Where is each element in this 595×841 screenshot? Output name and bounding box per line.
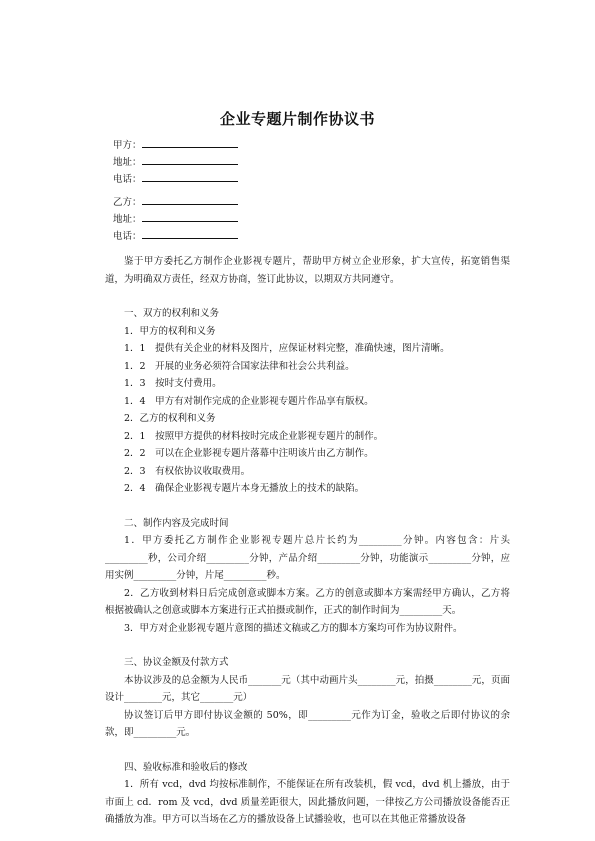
party-a-label: 甲方： (113, 140, 142, 151)
document-title: 企业专题片制作协议书 (219, 110, 375, 128)
party-b-address-blank (142, 211, 238, 222)
party-a-phone-label: 电话： (113, 174, 142, 185)
section-1-item: 1．1 提供有关企业的材料及图片，应保证材料完整，准确快速，图片清晰。 (124, 343, 450, 354)
party-b-phone-label: 电话： (113, 231, 142, 242)
section-1-item: 2．2 可以在企业影视专题片落幕中注明该片由乙方制作。 (124, 448, 374, 459)
section-4-paragraph: 1．所有 vcd，dvd 均按标准制作，不能保证在所有改装机，假 vcd，dvd 机上播放，由于市面上 cd．rom 及 vcd，dvd 质量差距很大，因此播放问题，一律按乙方公司播放设备能否正确播放为准。甲方可以当场在乙方的播放设备上试播验收，也可以在其他正常播放设备 (105, 779, 510, 825)
party-a-address-row (113, 154, 238, 171)
section-1-item: 2．3 有权依协议收取费用。 (124, 465, 251, 477)
party-a-name-row (113, 137, 238, 154)
section-1-item: 1．3 按时支付费用。 (124, 378, 222, 389)
party-a-address-label: 地址： (113, 157, 142, 168)
section-1-sub-a: 1．甲方的权利和义务 (124, 325, 216, 337)
section-2-paragraph: 1．甲方委托乙方制作企业影视专题片总片长约为_________分钟。内容包含：片头_________秒，公司介绍_________分钟，产品介绍_________分钟，功能演示_________分钟，应用实例_________分钟，片尾_________秒。 (105, 535, 510, 581)
party-a-phone-blank (142, 171, 238, 182)
party-b-block (113, 194, 238, 245)
section-3-heading: 三、协议金额及付款方式 (124, 657, 229, 668)
party-b-phone-blank (142, 228, 238, 239)
section-1-item: 1．4 甲方有对制作完成的企业影视专题片作品享有版权。 (124, 395, 374, 407)
party-b-name-row (113, 194, 238, 211)
section-2-heading: 二、制作内容及完成时间 (124, 517, 229, 529)
section-1-item: 2．4 确保企业影视专题片本身无播放上的技术的缺陷。 (124, 483, 365, 494)
party-a-blank (142, 137, 238, 148)
section-1-sub-b: 2．乙方的权利和义务 (124, 413, 216, 424)
party-a-block (113, 137, 238, 188)
section-1-item: 2．1 按照甲方提供的材料按时完成企业影视专题片的制作。 (124, 430, 384, 442)
document-body (105, 253, 510, 829)
party-a-phone-row (113, 171, 238, 188)
party-b-address-row (113, 211, 238, 228)
intro-paragraph: 鉴于甲方委托乙方制作企业影视专题片，帮助甲方树立企业形象，扩大宣传，拓宽销售渠道，为明确双方责任，经双方协商，签订此协议，以期双方共同遵守。 (105, 256, 510, 285)
section-2-paragraph: 3．甲方对企业影视专题片意图的描述文稿或乙方的脚本方案均可作为协议附件。 (124, 622, 463, 634)
section-1-heading: 一、双方的权利和义务 (124, 308, 220, 319)
party-b-label: 乙方： (113, 197, 142, 208)
section-3-paragraph: 本协议涉及的总金额为人民币_______元（其中动画片头________元，拍摄________元，页面设计________元，其它_______元） (105, 674, 510, 703)
party-b-phone-row (113, 228, 238, 245)
party-b-address-label: 地址： (113, 214, 142, 225)
party-b-blank (142, 194, 238, 205)
section-2-paragraph: 2．乙方收到材料日后完成创意或脚本方案。乙方的创意或脚本方案需经甲方确认，乙方将根据被确认之创意或脚本方案进行正式拍摄或制作，正式的制作时间为_________天。 (105, 587, 510, 616)
section-3-paragraph: 协议签订后甲方即付协议金额的 50%，即_________元作为订金，验收之后即付协议的余款，即_________元。 (105, 709, 510, 738)
section-4-heading: 四、验收标准和验收后的修改 (124, 761, 248, 773)
party-a-address-blank (142, 154, 238, 165)
section-1-item: 1．2 开展的业务必须符合国家法律和社会公共利益。 (124, 360, 355, 372)
